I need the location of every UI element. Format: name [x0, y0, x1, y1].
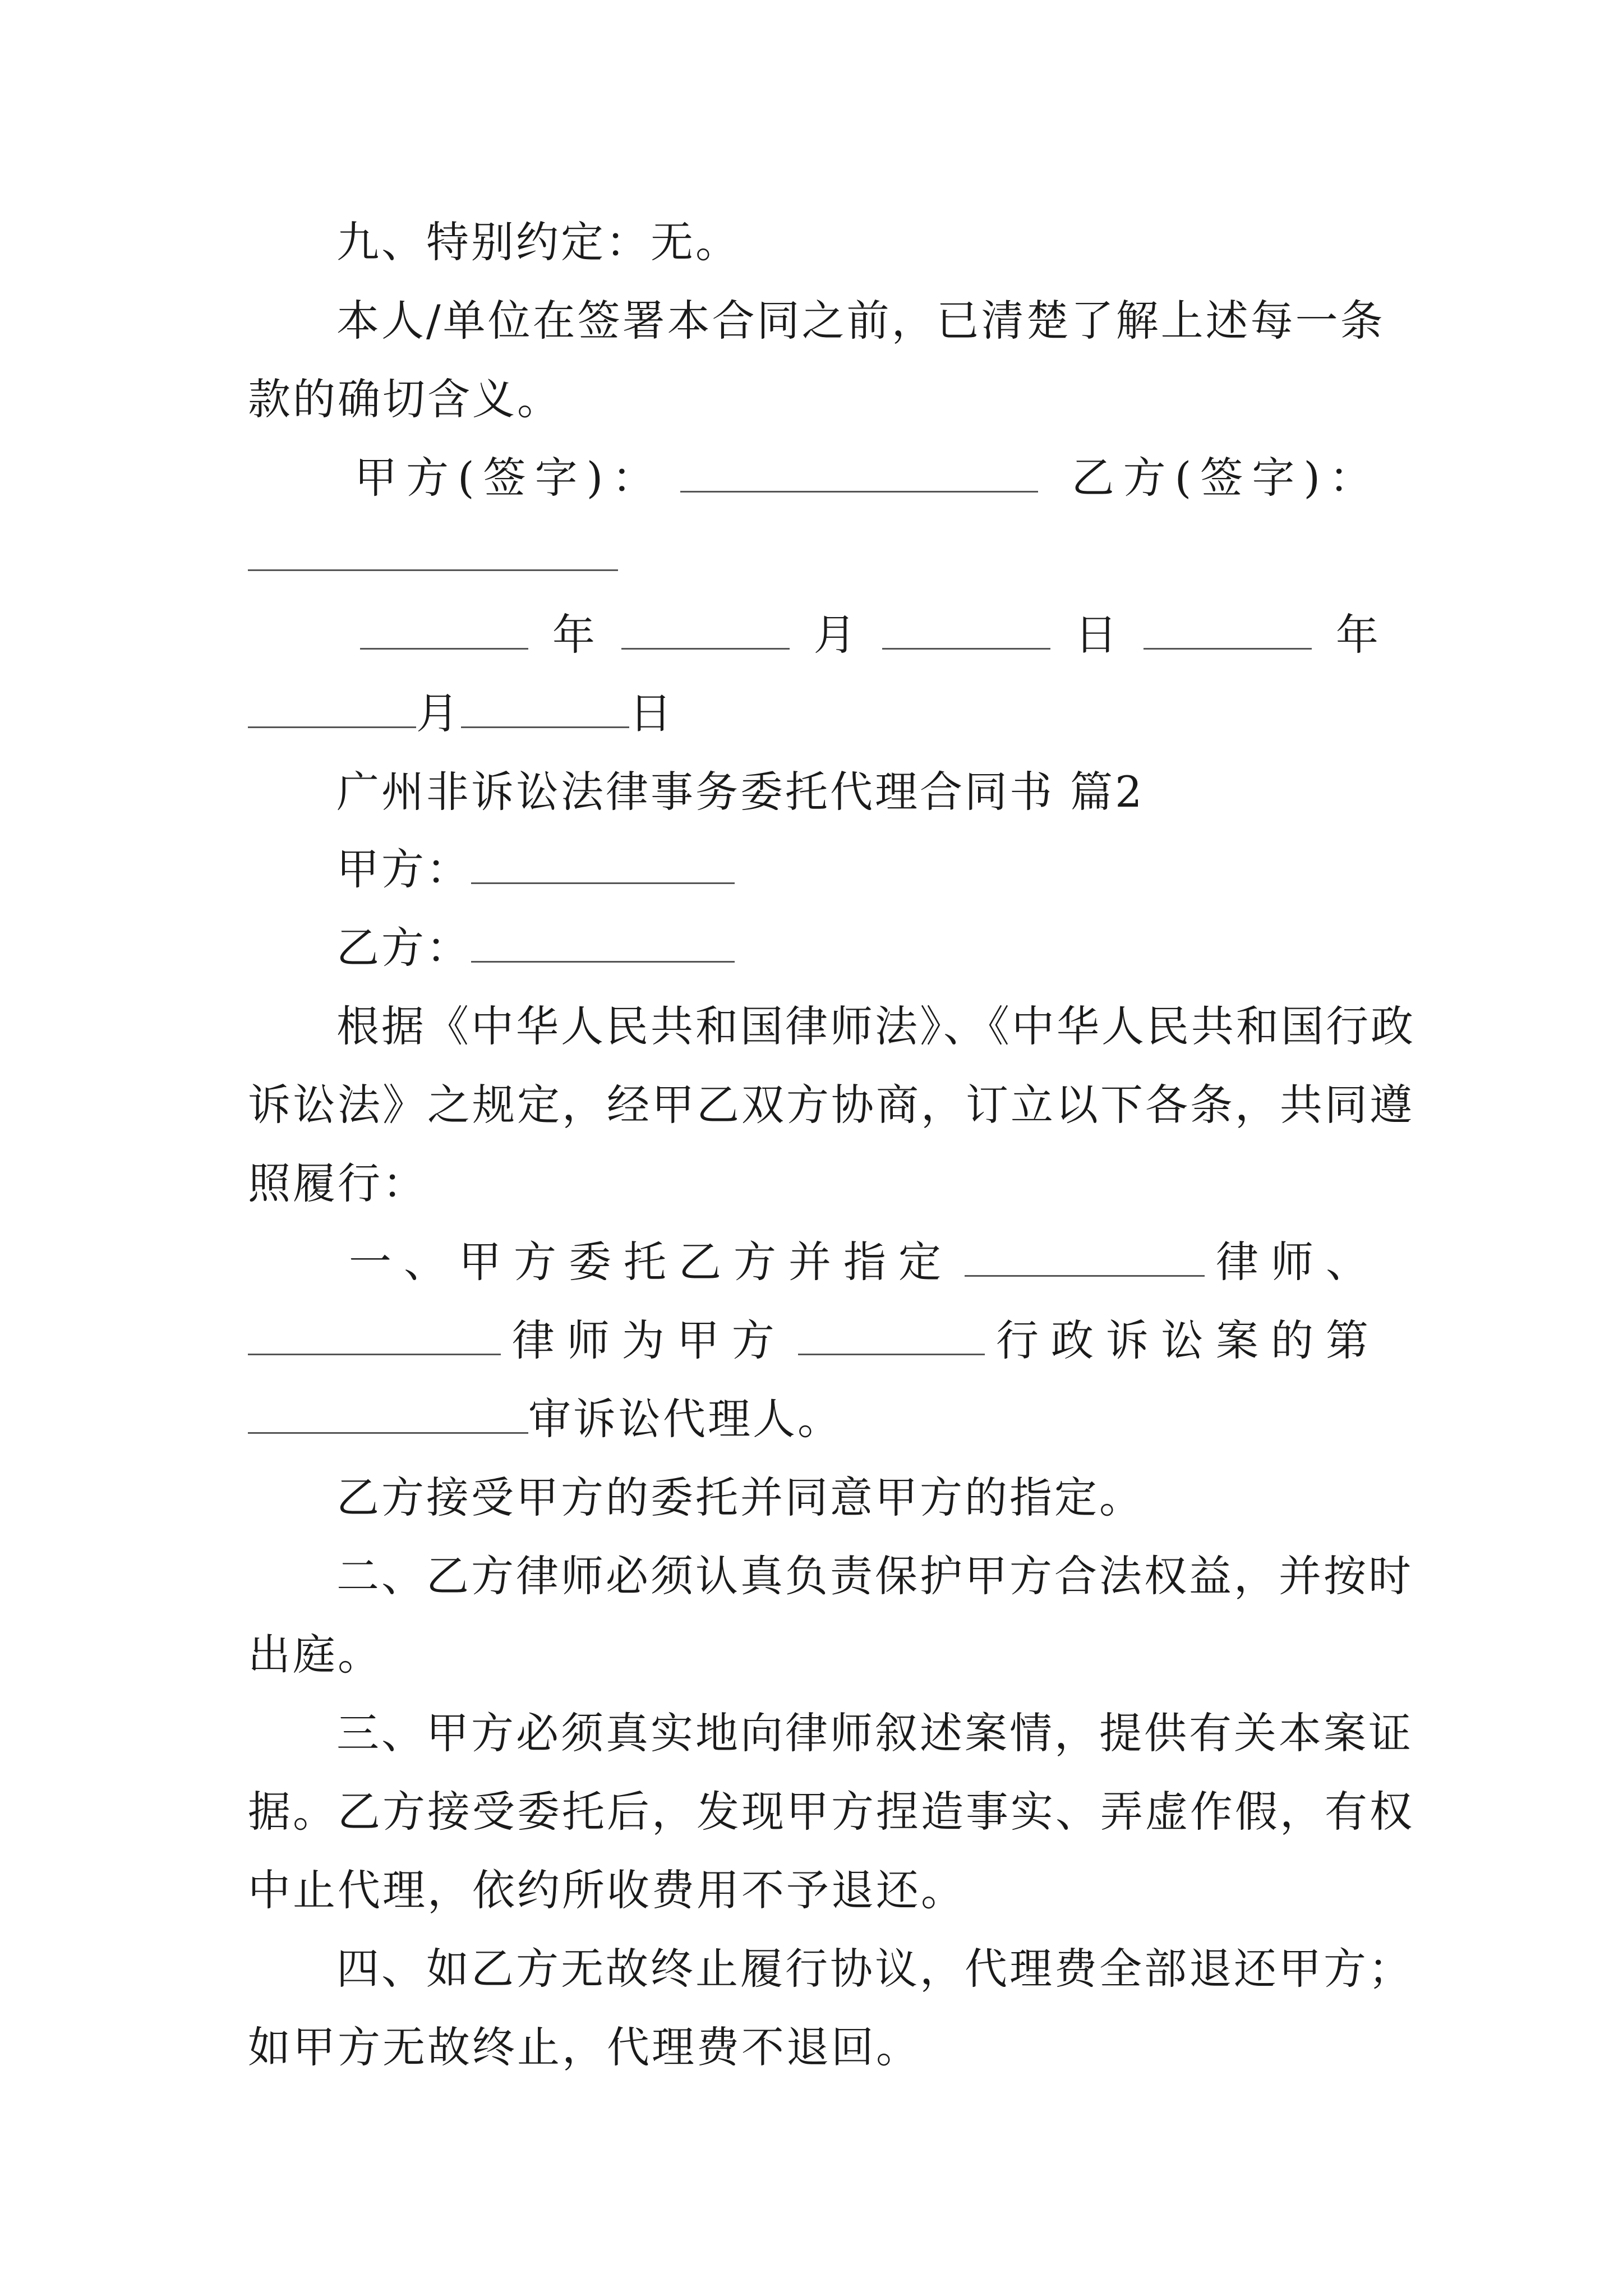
basis-line-1: 根据《中华人民共和国律师法》、《中华人民共和国行政	[336, 1001, 1415, 1051]
lawyer-2-blank[interactable]	[248, 1314, 501, 1355]
date-b-month-blank[interactable]	[248, 687, 416, 728]
clause-3-line-3: 中止代理，依约所收费用不予退还。	[248, 1865, 966, 1915]
party-b-signature-label: 乙方(签字)：	[1071, 453, 1381, 503]
party-a-blank[interactable]	[471, 843, 735, 884]
date-a-month-label: 月	[813, 610, 859, 660]
clause-4-line-1: 四、如乙方无故终止履行协议，代理费全部退还甲方；	[336, 1944, 1413, 1994]
clause-1-text-a: 一、甲方委托乙方并指定	[349, 1237, 953, 1287]
lawyer-1-blank[interactable]	[965, 1236, 1205, 1277]
party-b-row	[248, 921, 1381, 977]
section-title: 广州非诉讼法律事务委托代理合同书 篇2	[336, 767, 1145, 817]
clause-special-agreement: 九、特别约定：无。	[336, 217, 740, 267]
party-a-label: 甲方：	[336, 844, 471, 894]
date-b-day-blank[interactable]	[461, 687, 629, 728]
party-a-row	[248, 843, 1381, 899]
acceptance-line: 乙方接受甲方的委托并同意甲方的指定。	[336, 1473, 1144, 1522]
clause-1-line-3	[248, 1392, 1381, 1448]
clause-1-text-b: 律师为甲方	[511, 1315, 787, 1365]
party-b-blank[interactable]	[471, 922, 735, 963]
case-party-blank[interactable]	[798, 1314, 985, 1355]
date-b-month-label: 月	[416, 688, 461, 738]
clause-1-line-1	[248, 1235, 1381, 1291]
clause-1-text-c: 行政诉讼案的第	[996, 1315, 1381, 1365]
date-a-year-label: 年	[552, 610, 597, 660]
acknowledgement-line-1: 本人/单位在签署本合同之前，已清楚了解上述每一条	[336, 296, 1385, 346]
party-b-signature-blank[interactable]	[248, 530, 618, 571]
date-b-day-label: 日	[629, 688, 674, 738]
clause-3-line-1: 三、甲方必须真实地向律师叙述案情，提供有关本案证	[336, 1708, 1413, 1758]
date-a-day-blank[interactable]	[882, 609, 1050, 650]
date-a-day-label: 日	[1075, 610, 1120, 660]
clause-1-lawyer-label: 律师、	[1216, 1237, 1381, 1287]
date-row-1	[248, 608, 1381, 664]
party-a-signature-blank[interactable]	[680, 452, 1038, 493]
party-b-label: 乙方：	[336, 923, 471, 973]
date-a-year-blank[interactable]	[360, 609, 528, 650]
trial-instance-blank[interactable]	[248, 1393, 528, 1434]
clause-2-line-2: 出庭。	[248, 1630, 382, 1680]
clause-1-text-d: 审诉讼代理人。	[528, 1394, 842, 1444]
clause-2-line-1: 二、乙方律师必须认真负责保护甲方合法权益，并按时	[336, 1551, 1413, 1601]
acknowledgement-line-2: 款的确切含义。	[248, 374, 562, 424]
date-b-year-blank[interactable]	[1144, 609, 1312, 650]
basis-line-3: 照履行：	[248, 1158, 427, 1208]
party-b-signature-blank-row	[248, 530, 1381, 586]
party-a-signature-label: 甲方(签字)：	[354, 453, 664, 503]
basis-line-2: 诉讼法》之规定，经甲乙双方协商，订立以下各条，共同遵	[248, 1080, 1414, 1130]
date-row-2	[248, 687, 1381, 743]
date-a-month-blank[interactable]	[621, 609, 790, 650]
clause-4-line-2: 如甲方无故终止，代理费不退回。	[248, 2022, 921, 2072]
signature-row	[248, 451, 1381, 507]
date-b-year-label: 年	[1335, 610, 1381, 660]
clause-3-line-2: 据。乙方接受委托后，发现甲方捏造事实、弄虚作假，有权	[248, 1787, 1414, 1837]
clause-1-line-2	[248, 1314, 1381, 1370]
